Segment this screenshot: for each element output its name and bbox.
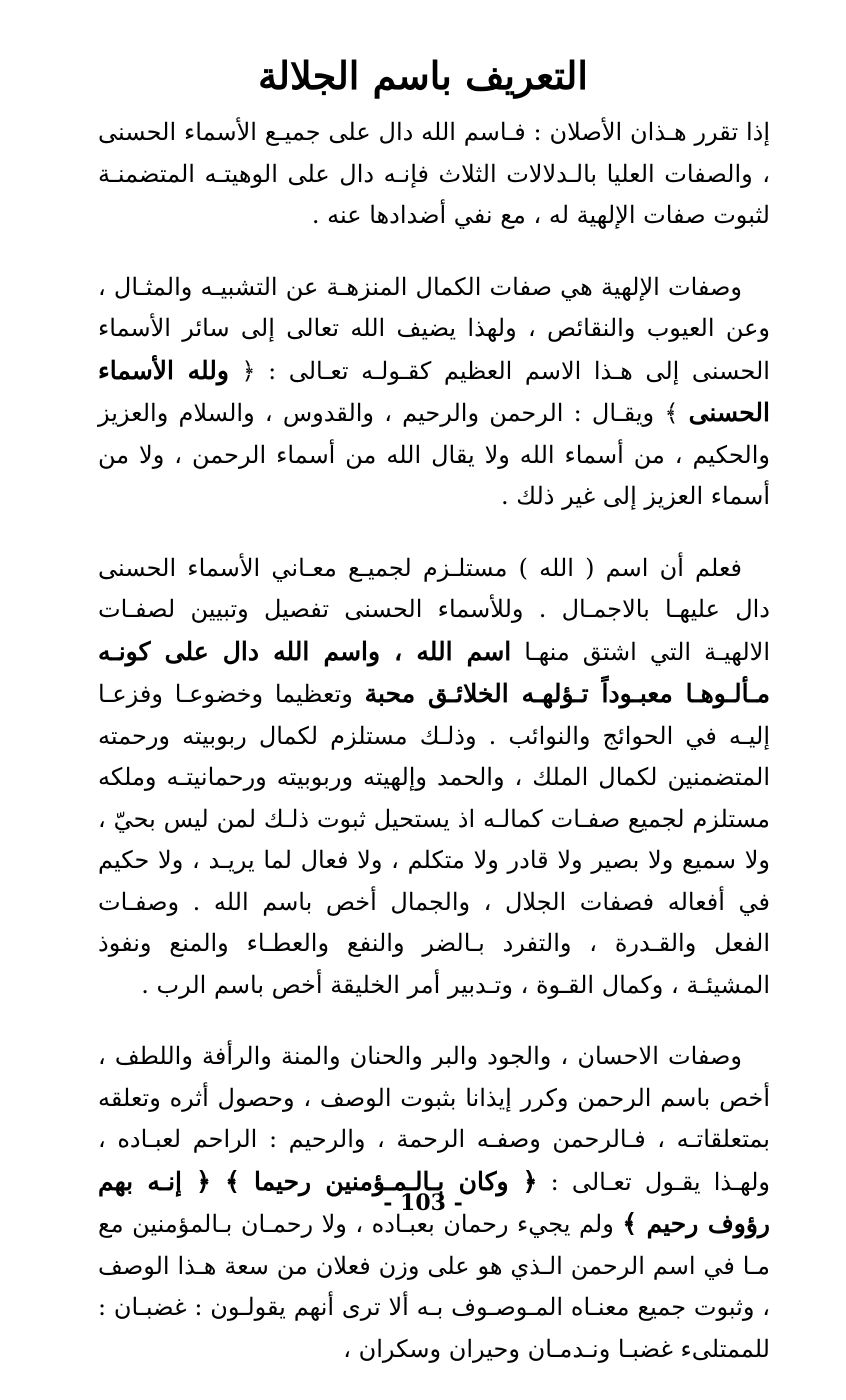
paragraph-3-text-b: وتعظيما وخضوعـا وفزعـا إليـه في الحوائج والنوائب . وذلـك مستلزم لكمال ربوبيته ورحمته المتضمنين لكمال الملك ، والحمد وإلهيته وربوبيته ورحمانيتـه وملكه مستلزم لجميع صفـات كمالـه اذ يستحيل ثبوت ذلـك لمن ليس بحيّ ، ولا سميع ولا بصير ولا قادر ولا متكلم ، ولا فعال لما يريـد ، ولا حكيم في أفعاله فصفات الجلال ، والجمال أخص باسم الله . وصفـات الفعل والقـدرة ، والتفرد بـالضر والنفع والعطـاء والمنع ونفوذ المشيئـة ، وكمال القـوة ، وتـدبير أمر الخليقة أخص باسم الرب . [98, 680, 771, 999]
paragraph-3 [98, 548, 770, 1007]
paragraph-2-text-b: ﴾ ويقـال : الرحمن والرحيم ، والقدوس ، والسلام والعزيز والحكيم ، من أسماء الله ولا يقال الله من أسماء الرحمن ، ولا من أسماء العزيز إلى غير ذلك . [98, 399, 770, 510]
quran-verse: ولله الأسماء الحسنى [98, 355, 770, 427]
paragraph-4-text-b: ولم يجيء رحمان بعبـاده ، ولا رحمـان بـالمؤمنين مع مـا في اسم الرحمن الـذي هو على وزن فعلان من سعة هـذا الوصف ، وثبوت جميع معنـاه المـوصـوف بـه ألا ترى أنهم يقولـون : غضبـان : للممتلىء غضبـا ونـدمـان وحيران وسكران ، [98, 1210, 770, 1363]
quran-verse: ﴿ وكان بـالـمـؤمنين رحيما ﴾ ﴿ إنـه بهم رؤوف رحيم ﴾ [98, 1166, 771, 1238]
page-number: - 103 - [383, 1190, 463, 1216]
paragraph-4-text-a: وصفات الاحسان ، والجود والبر والحنان والمنة والرأفة واللطف ، أخص باسم الرحمن وكرر إيذانا بثبوت الوصف ، وحصول أثره وتعلقه بمتعلقاتـه ، فـالرحمن وصفـه الرحمة ، والرحيم : الراحم لعبـاده ، ولهـذا يقـول تعـالى : [98, 1042, 771, 1196]
paragraph-3-text-a: فعلم أن اسم ( الله ) مستلـزم لجميـع معـاني الأسماء الحسنى دال عليهـا بالاجمـال . وللأسماء الحسنى تفصيل وتبيين لصفـات الالهيـة التي اشتق منهـا [98, 553, 770, 666]
paragraph-2 [98, 267, 770, 518]
paragraph-1-text: إذا تقرر هـذان الأصلان : فـاسم الله دال على جميـع الأسماء الحسنى ، والصفات العليا بالـدلالات الثلاث فإنـه دال على الوهيتـه المتضمنـة لثبوت صفات الإلهية له ، مع نفي أضدادها عنه . [98, 118, 770, 229]
paragraph-1 [98, 112, 770, 237]
paragraph-2-text-a: وصفات الإلهية هي صفات الكمال المنزهـة عن التشبيـه والمثـال ، وعن العيوب والنقائص ، ولهذا يضيف الله تعالى إلى سائر الأسماء الحسنى إلى هـذا الاسم العظيم كقـولـه تعـالى : ﴿ [98, 272, 770, 385]
emphasized-text: اسم الله ، واسم الله دال على كونـه مـألـوهـا معبـوداً تـؤلهـه الخلائـق محبة [98, 636, 771, 708]
page-title: التعريف باسم الجلالة [258, 53, 588, 98]
